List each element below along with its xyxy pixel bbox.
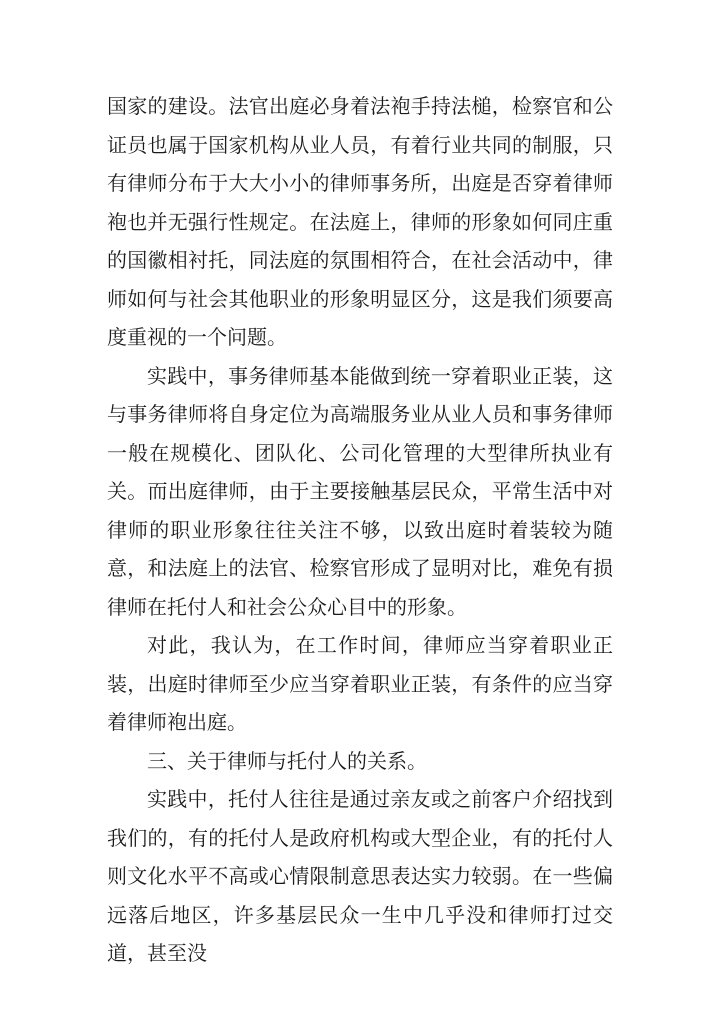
document-body [107,87,613,973]
paragraph-1: 国家的建设。法官出庭必身着法袍手持法槌，检察官和公证员也属于国家机构从业人员，有着行业共同的制服，只有律师分布于大大小小的律师事务所，出庭是否穿着律师袍也并无强行性规定。在法庭上，律师的形象如何同庄重的国徽相衬托，同法庭的氛围相符合，在社会活动中，律师如何与社会其他职业的形象明显区分，这是我们须要高度重视的一个问题。 [107,94,613,349]
paragraph-2: 实践中，事务律师基本能做到统一穿着职业正装，这与事务律师将自身定位为高端服务业从业人员和事务律师一般在规模化、团队化、公司化管理的大型律所执业有关。而出庭律师，由于主要接触基层民众，平常生活中对律师的职业形象往往关注不够，以致出庭时着装较为随意，和法庭上的法官、检察官形成了显明对比，难免有损律师在托付人和社会公众心目中的形象。 [107,363,613,619]
paragraph-3: 对此，我认为，在工作时间，律师应当穿着职业正装，出庭时律师至少应当穿着职业正装，有条件的应当穿着律师袍出庭。 [107,633,613,734]
section-heading: 三、关于律师与托付人的关系。 [147,748,427,773]
paragraph-4: 实践中，托付人往往是通过亲友或之前客户介绍找到我们的，有的托付人是政府机构或大型企业，有的托付人则文化水平不高或心情限制意思表达实力较弱。在一些偏远落后地区，许多基层民众一生中几乎没和律师打过交道，甚至没 [107,787,613,965]
